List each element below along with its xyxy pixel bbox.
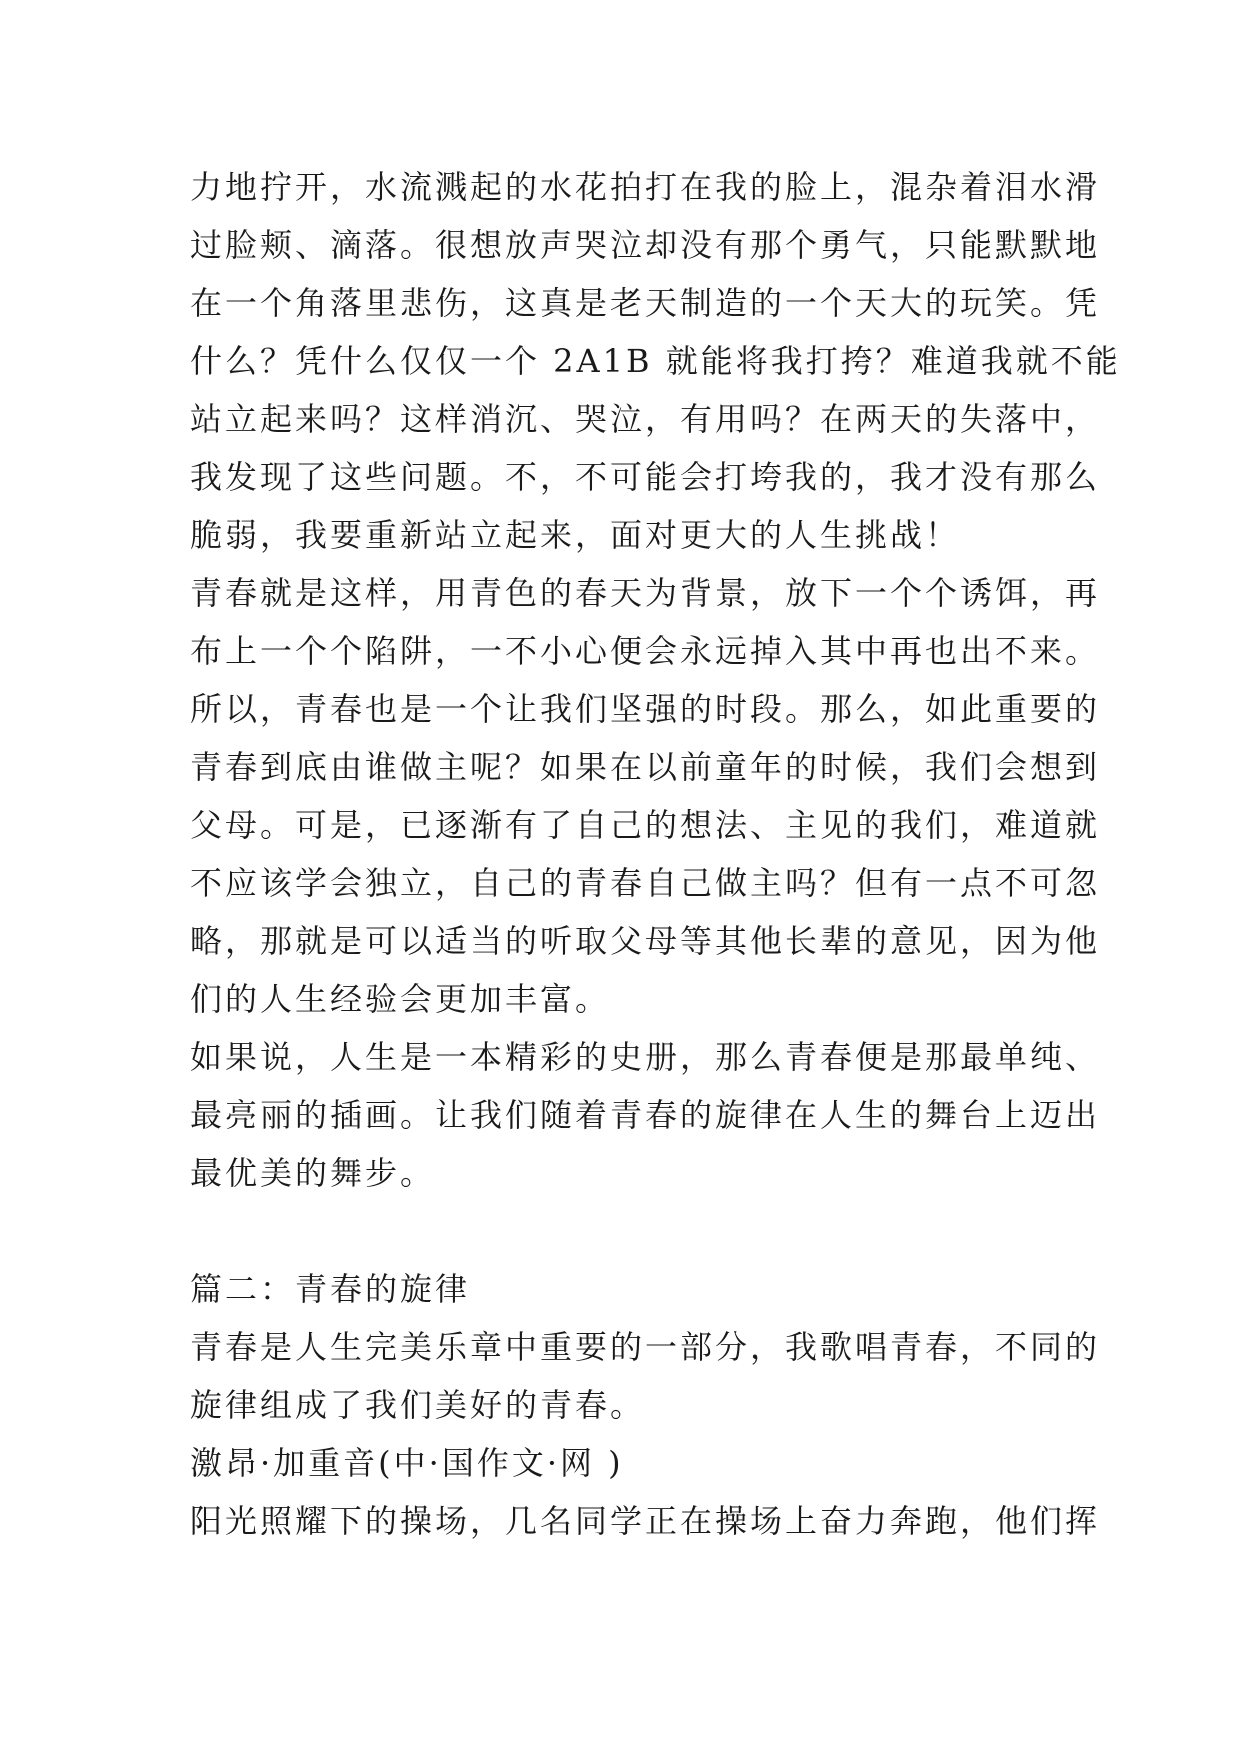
text-line: 最亮丽的插画。让我们随着青春的旋律在人生的舞台上迈出 (190, 1096, 1101, 1134)
text-line: 激昂·加重音(中·国作文·网 ) (190, 1444, 624, 1482)
paragraph (190, 1318, 1101, 1434)
text-line: 青春是人生完美乐章中重要的一部分，我歌唱青春，不同的 (190, 1328, 1101, 1366)
text-line: 力地拧开，水流溅起的水花拍打在我的脸上，混杂着泪水滑 (190, 168, 1101, 206)
section-title: 篇二：青春的旋律 (190, 1270, 471, 1308)
text-line: 我发现了这些问题。不，不可能会打垮我的，我才没有那么 (190, 458, 1101, 496)
text-line: 不应该学会独立，自己的青春自己做主吗？但有一点不可忽 (190, 864, 1101, 902)
text-line: 脆弱，我要重新站立起来，面对更大的人生挑战！ (190, 516, 961, 554)
text-line: 最优美的舞步。 (190, 1154, 436, 1192)
text-line: 父母。可是，已逐渐有了自己的想法、主见的我们，难道就 (190, 806, 1101, 844)
text-line: 略，那就是可以适当的听取父母等其他长辈的意见，因为他 (190, 922, 1101, 960)
text-line: 如果说，人生是一本精彩的史册，那么青春便是那最单纯、 (190, 1038, 1101, 1076)
text-line: 所以，青春也是一个让我们坚强的时段。那么，如此重要的 (190, 690, 1101, 728)
text-line: 站立起来吗？这样消沉、哭泣，有用吗？在两天的失落中， (190, 400, 1101, 438)
paragraph (190, 564, 1101, 1028)
text-line: 什么？凭什么仅仅一个 2A1B 就能将我打挎？难道我就不能 (190, 342, 1121, 380)
text-line: 阳光照耀下的操场，几名同学正在操场上奋力奔跑，他们挥 (190, 1502, 1101, 1540)
document-body (190, 158, 1121, 1550)
text-line: 在一个角落里悲伤，这真是老天制造的一个天大的玩笑。凭 (190, 284, 1101, 322)
blank-line (190, 1202, 1070, 1260)
text-line: 布上一个个陷阱，一不小心便会永远掉入其中再也出不来。 (190, 632, 1101, 670)
text-line: 青春就是这样，用青色的春天为背景，放下一个个诱饵，再 (190, 574, 1101, 612)
text-line: 青春到底由谁做主呢？如果在以前童年的时候，我们会想到 (190, 748, 1101, 786)
text-line: 旋律组成了我们美好的青春。 (190, 1386, 646, 1424)
text-line: 过脸颊、滴落。很想放声哭泣却没有那个勇气，只能默默地 (190, 226, 1101, 264)
paragraph (190, 1028, 1101, 1202)
text-line: 们的人生经验会更加丰富。 (190, 980, 611, 1018)
paragraph (190, 158, 1121, 564)
paragraph (190, 1434, 1070, 1492)
paragraph (190, 1492, 1101, 1550)
